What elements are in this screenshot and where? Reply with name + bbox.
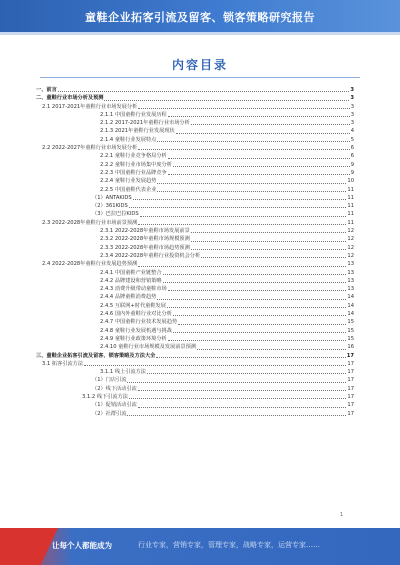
toc-dot-leader <box>129 207 347 208</box>
toc-dot-leader <box>138 224 346 225</box>
toc-entry[interactable] <box>36 119 354 127</box>
toc-dot-leader <box>157 191 346 192</box>
toc-dot-leader <box>173 332 346 333</box>
toc-entry-page: 12 <box>347 228 354 235</box>
toc-entry-page: 3 <box>350 87 354 93</box>
toc-entry[interactable] <box>36 136 354 144</box>
toc-entry-title: （3）巴拉巴拉KIDS <box>92 211 139 218</box>
toc-dot-leader <box>176 133 350 134</box>
toc-entry-title: 2.2 2022-2027年童鞋行业市场发展分析 <box>42 145 138 152</box>
toc-entry[interactable] <box>36 177 354 185</box>
toc-entry-page: 16 <box>347 344 354 351</box>
toc-dot-leader <box>129 398 346 399</box>
toc-entry-page: 15 <box>347 327 354 334</box>
toc-entry[interactable] <box>36 360 354 368</box>
toc-entry-title: 2.3.2 2022-2028年童鞋市场规模预测 <box>100 236 190 243</box>
toc-entry-title: 2.4.1 中国童鞋产业链整合 <box>100 269 162 276</box>
toc-entry-page: 11 <box>347 194 354 201</box>
toc-entry[interactable] <box>36 194 354 202</box>
toc-entry-title: （1）ANTAKIDS <box>92 194 132 201</box>
toc-dot-leader <box>157 299 346 300</box>
toc-dot-leader <box>191 241 347 242</box>
toc-entry[interactable] <box>36 352 354 360</box>
toc-entry[interactable] <box>36 302 354 310</box>
toc-entry-title: 3.1.2 线下引流方法 <box>82 393 128 400</box>
toc-entry[interactable] <box>36 293 354 301</box>
header-divider <box>0 32 400 35</box>
toc-entry-title: 2.2.4 童鞋行业发展趋势 <box>100 178 157 185</box>
toc-dot-leader <box>163 274 347 275</box>
report-title: 童鞋企业拓客引流及留客、锁客策略研究报告 <box>85 11 315 24</box>
toc-entry[interactable] <box>36 244 354 252</box>
toc-entry-title: 2.4.7 中国童鞋行业技术发展趋势 <box>100 319 178 326</box>
toc-dot-leader <box>201 257 346 258</box>
toc-entry[interactable] <box>36 86 354 94</box>
toc-entry-page: 12 <box>347 236 354 243</box>
toc-entry-title: 3.1.1 线上引流方法 <box>100 369 146 376</box>
toc-entry-title: 2.3.1 2022-2028年童鞋市场发展前景 <box>100 228 190 235</box>
toc-entry-page: 6 <box>350 153 354 160</box>
toc-entry-title: 2.4.10 童鞋行业市场规模及发展前景预测 <box>100 344 196 351</box>
toc-entry[interactable] <box>36 401 354 409</box>
toc-entry-page: 15 <box>347 319 354 326</box>
toc-entry-title: 2.3.3 2022-2028年童鞋市场趋势预测 <box>100 244 190 251</box>
toc-entry-page: 13 <box>347 261 354 268</box>
toc-dot-leader <box>147 373 346 374</box>
table-of-contents <box>36 86 354 418</box>
toc-entry-page: 15 <box>347 335 354 342</box>
toc-entry-page: 11 <box>347 219 354 226</box>
toc-dot-leader <box>173 166 350 167</box>
toc-entry-page: 3 <box>350 103 354 110</box>
toc-dot-leader <box>127 415 346 416</box>
toc-entry[interactable] <box>36 277 354 285</box>
toc-entry-title: 2.4.9 童鞋行业政策环境分析 <box>100 335 167 342</box>
toc-entry[interactable] <box>36 103 354 111</box>
toc-entry-title: 二、童鞋行业市场分析及预测 <box>36 95 104 102</box>
toc-entry[interactable] <box>36 310 354 318</box>
toc-entry-title: 2.4.5 互联网+时代童鞋发展 <box>100 302 166 309</box>
toc-heading: 内容目录 <box>171 58 228 72</box>
toc-dot-leader <box>191 232 347 233</box>
toc-dot-leader <box>168 340 347 341</box>
toc-dot-leader <box>157 141 349 142</box>
toc-entry-title: 2.4.8 童鞋行业发展机遇与挑战 <box>100 327 172 334</box>
toc-entry-page: 3 <box>350 120 354 127</box>
toc-entry[interactable] <box>36 327 354 335</box>
toc-dot-leader <box>156 357 345 358</box>
toc-entry-title: 2.4.4 品牌童鞋消费趋势 <box>100 294 157 301</box>
toc-entry-title: 三、童鞋企业拓客引流及留客、锁客策略及方法大全 <box>36 352 156 359</box>
toc-dot-leader <box>168 158 350 159</box>
toc-dot-leader <box>191 249 347 250</box>
toc-entry[interactable] <box>36 94 354 102</box>
toc-entry-page: 13 <box>347 269 354 276</box>
toc-entry-title: （1）促销活动引流 <box>92 402 137 409</box>
toc-entry-page: 17 <box>347 393 354 400</box>
toc-entry[interactable] <box>36 285 354 293</box>
toc-dot-leader <box>138 407 347 408</box>
toc-dot-leader <box>163 282 347 283</box>
toc-dot-leader <box>191 124 350 125</box>
toc-entry[interactable] <box>36 202 354 210</box>
toc-entry-title: 2.1.3 2021年童鞋行业发展现状 <box>100 128 175 135</box>
toc-entry[interactable] <box>36 235 354 243</box>
toc-entry-title: 2.4 2022-2028年童鞋行业发展趋势预测 <box>42 261 138 268</box>
toc-entry[interactable] <box>36 260 354 268</box>
toc-dot-leader <box>138 390 347 391</box>
toc-heading-rule <box>40 77 360 78</box>
toc-entry-page: 17 <box>347 402 354 409</box>
toc-entry-title: 一、前言 <box>36 87 57 93</box>
toc-dot-leader <box>127 382 346 383</box>
toc-dot-leader <box>197 349 346 350</box>
toc-entry-title: 2.4.6 国内外童鞋行业对比分析 <box>100 311 172 318</box>
toc-entry[interactable] <box>36 210 354 218</box>
toc-entry[interactable] <box>36 127 354 135</box>
toc-entry-page: 14 <box>347 311 354 318</box>
toc-entry[interactable] <box>36 169 354 177</box>
toc-dot-leader <box>168 290 347 291</box>
toc-entry-page: 13 <box>347 286 354 293</box>
toc-dot-leader <box>157 183 346 184</box>
toc-entry[interactable] <box>36 410 354 418</box>
toc-dot-leader <box>133 199 347 200</box>
toc-entry-page: 10 <box>347 178 354 185</box>
toc-entry[interactable] <box>36 161 354 169</box>
toc-dot-leader <box>138 266 346 267</box>
toc-entry[interactable] <box>36 368 354 376</box>
toc-entry-page: 17 <box>346 352 354 359</box>
toc-entry-page: 3 <box>350 111 354 118</box>
toc-entry-page: 14 <box>347 294 354 301</box>
toc-entry-page: 11 <box>347 203 354 210</box>
footer-slogan: 让每个人都能成为 <box>52 541 112 550</box>
toc-entry-page: 6 <box>350 145 354 152</box>
toc-entry-title: 2.1.1 中国童鞋行业发展历程 <box>100 111 167 118</box>
toc-dot-leader <box>168 174 350 175</box>
toc-entry-title: 3.1 拓客引流方法 <box>42 360 84 367</box>
toc-entry[interactable] <box>36 318 354 326</box>
toc-dot-leader <box>178 324 346 325</box>
toc-entry-page: 14 <box>347 302 354 309</box>
footer-tagline: 行业专家，营销专家，管理专家，战略专家，运营专家…… <box>138 541 320 549</box>
toc-entry-page: 11 <box>347 186 354 193</box>
toc-dot-leader <box>104 100 349 101</box>
toc-dot-leader <box>138 108 349 109</box>
toc-entry[interactable] <box>36 186 354 194</box>
toc-entry[interactable] <box>36 343 354 351</box>
toc-entry-page: 13 <box>347 277 354 284</box>
toc-dot-leader <box>58 91 350 92</box>
toc-entry-title: 2.3 2022-2028年童鞋行业市场前景预测 <box>42 219 138 226</box>
toc-entry[interactable] <box>36 376 354 384</box>
toc-entry-page: 17 <box>347 360 354 367</box>
toc-dot-leader <box>140 216 347 217</box>
toc-entry-title: （2）社群引流 <box>92 410 127 417</box>
toc-entry-title: 2.2.1 童鞋行业竞争格局分析 <box>100 153 167 160</box>
page-number: 1 <box>340 512 344 518</box>
toc-entry[interactable] <box>36 335 354 343</box>
toc-entry-title: 2.1 2017-2021年童鞋行业市场发展分析 <box>42 103 138 110</box>
toc-entry[interactable] <box>36 111 354 119</box>
toc-entry-page: 3 <box>350 95 354 102</box>
toc-entry-title: 2.2.2 童鞋行业市场集中度分析 <box>100 161 172 168</box>
toc-entry-page: 9 <box>350 161 354 168</box>
toc-entry-page: 17 <box>347 369 354 376</box>
toc-entry-page: 12 <box>347 244 354 251</box>
toc-entry-title: 2.4.2 品牌建设和营销策略 <box>100 277 162 284</box>
toc-dot-leader <box>138 149 349 150</box>
toc-dot-leader <box>173 315 346 316</box>
toc-dot-leader <box>168 116 350 117</box>
toc-entry-page: 12 <box>347 252 354 259</box>
toc-entry-title: 2.3.4 2022-2028年童鞋行业投资机会分析 <box>100 252 201 259</box>
toc-entry[interactable] <box>36 219 354 227</box>
toc-entry[interactable] <box>36 385 354 393</box>
toc-entry-page: 4 <box>350 128 354 135</box>
toc-entry[interactable] <box>36 152 354 160</box>
toc-entry-page: 11 <box>347 211 354 218</box>
toc-entry-page: 9 <box>350 169 354 176</box>
toc-entry-page: 17 <box>347 377 354 384</box>
toc-dot-leader <box>84 365 346 366</box>
toc-entry[interactable] <box>36 227 354 235</box>
toc-dot-leader <box>167 307 347 308</box>
toc-entry-title: 2.1.4 童鞋行业发展特点 <box>100 136 157 143</box>
toc-entry[interactable] <box>36 393 354 401</box>
toc-entry-title: 2.2.5 中国童鞋代表企业 <box>100 186 157 193</box>
toc-entry[interactable] <box>36 252 354 260</box>
toc-entry-title: （2）361KIDS <box>92 203 128 210</box>
toc-entry-title: 2.1.2 2017-2021年童鞋行业市场分析 <box>100 120 190 127</box>
toc-entry-title: （2）线下活动引流 <box>92 385 137 392</box>
toc-entry-page: 17 <box>347 410 354 417</box>
toc-entry[interactable] <box>36 144 354 152</box>
toc-entry-title: 2.4.3 消费升级带动童鞋市场 <box>100 286 167 293</box>
toc-entry-title: 2.2.3 中国童鞋行业品牌竞争 <box>100 169 167 176</box>
toc-entry-page: 5 <box>350 136 354 143</box>
toc-entry-page: 17 <box>347 385 354 392</box>
toc-entry[interactable] <box>36 269 354 277</box>
toc-entry-title: （1）门店引流 <box>92 377 127 384</box>
